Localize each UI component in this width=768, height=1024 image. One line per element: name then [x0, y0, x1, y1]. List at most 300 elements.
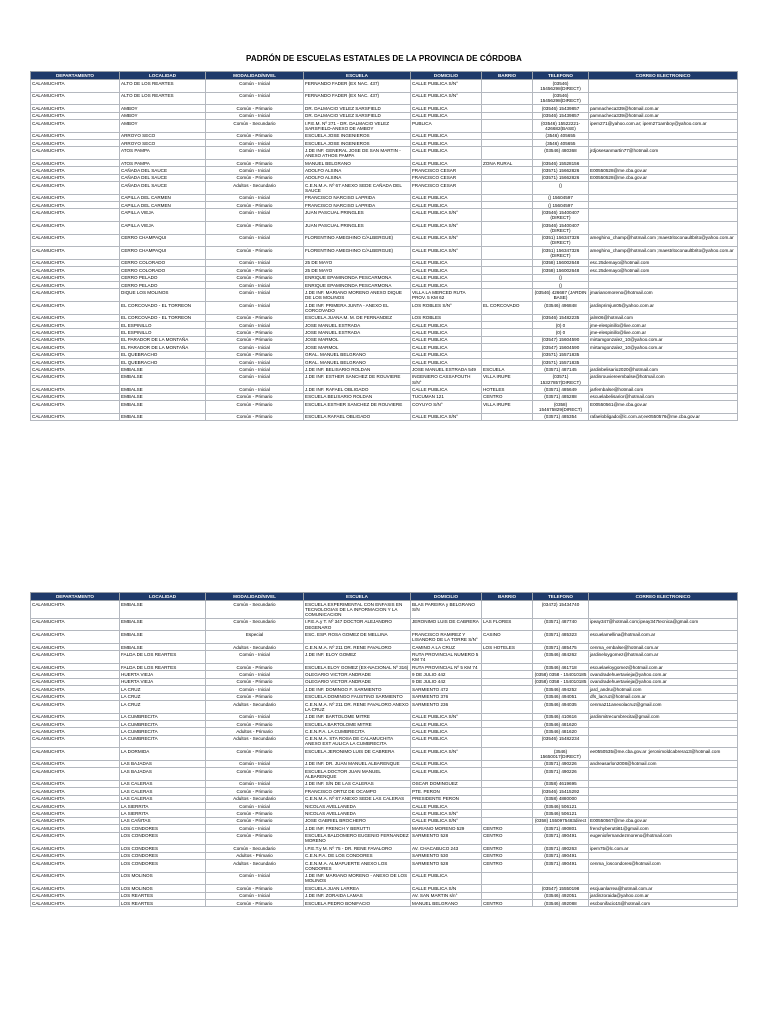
- cell-correo: [589, 92, 738, 105]
- cell-modalidad: Común - Secundario: [206, 601, 304, 619]
- cell-barrio: ZONA RURAL: [482, 159, 533, 166]
- table-row: [31, 167, 738, 174]
- cell-modalidad: Común - Inicial: [206, 386, 304, 393]
- cell-modalidad: Común - Primario: [206, 768, 304, 781]
- cell-departamento: CALAMUCHITA: [31, 147, 120, 160]
- cell-domicilio: TUCUMAN 121: [411, 393, 482, 400]
- cell-localidad: EMBALSE: [120, 413, 206, 420]
- cell-departamento: CALAMUCHITA: [31, 282, 120, 289]
- cell-correo: [589, 139, 738, 146]
- cell-telefono: (03546) 496848: [533, 302, 589, 315]
- cell-departamento: CALAMUCHITA: [31, 132, 120, 139]
- cell-departamento: CALAMUCHITA: [31, 601, 120, 619]
- cell-escuela: ESC. ESP. ROSA GOMEZ DE MELLINA: [304, 631, 411, 644]
- table-row: [31, 803, 738, 810]
- cell-correo: mirtamgonzalez_10@yahoo.com.ar: [589, 336, 738, 343]
- table-row: [31, 795, 738, 802]
- cell-departamento: CALAMUCHITA: [31, 651, 120, 664]
- cell-telefono: (0351) 156347326 (DIRECT): [533, 234, 589, 247]
- cell-localidad: EL PARADOR DE LA MONTAÑA: [120, 336, 206, 343]
- cell-departamento: CALAMUCHITA: [31, 735, 120, 748]
- cell-telefono: (03571) 485323: [533, 631, 589, 644]
- cell-localidad: AMBOY: [120, 119, 206, 132]
- column-header-domicilio: DOMICILIO: [411, 593, 482, 601]
- cell-departamento: CALAMUCHITA: [31, 728, 120, 735]
- cell-telefono: (0358) 154675829(DIRECT): [533, 401, 589, 414]
- cell-departamento: CALAMUCHITA: [31, 631, 120, 644]
- cell-domicilio: CAMINO A LA CRUZ: [411, 643, 482, 650]
- cell-modalidad: Común - Inicial: [206, 872, 304, 885]
- table-row: [31, 344, 738, 351]
- cell-domicilio: CALLE PUBLICA: [411, 274, 482, 281]
- cell-correo: [589, 159, 738, 166]
- cell-localidad: LOS REARTES: [120, 892, 206, 899]
- cell-escuela: J.DE INF. MARIANO MORENO - ANEXO DE LOS MOLINOS: [304, 872, 411, 885]
- cell-telefono: (): [533, 274, 589, 281]
- cell-localidad: LOS CONDORES: [120, 859, 206, 872]
- cell-modalidad: Común - Primario: [206, 899, 304, 906]
- cell-localidad: HUERTA VIEJA: [120, 678, 206, 685]
- cell-barrio: CENTRO: [482, 832, 533, 845]
- column-header-correo: CORREO ELECTRONICO: [589, 72, 738, 80]
- cell-correo: jardinrouviereembalse@hotmail.com: [589, 373, 738, 386]
- cell-departamento: CALAMUCHITA: [31, 693, 120, 700]
- cell-domicilio: CALLE PUBLICA: [411, 351, 482, 358]
- cell-localidad: LOS CONDORES: [120, 852, 206, 859]
- cell-telefono: (03546) 15528156: [533, 159, 589, 166]
- cell-domicilio: FRANCISCO CESAR: [411, 182, 482, 195]
- table-row: [31, 899, 738, 906]
- table-row: [31, 202, 738, 209]
- table-row: [31, 601, 738, 619]
- cell-modalidad: Común - Primario: [206, 202, 304, 209]
- cell-correo: dfs_lacruz@hotmail.com.ar: [589, 693, 738, 700]
- cell-modalidad: Común - Primario: [206, 720, 304, 727]
- cell-escuela: ESCUELA DOMINGO FAUSTINO SARMIENTO: [304, 693, 411, 700]
- column-header-telefono: TELEFONO: [533, 72, 589, 80]
- cell-barrio: [482, 678, 533, 685]
- cell-barrio: [482, 693, 533, 700]
- cell-localidad: LOS REARTES: [120, 899, 206, 906]
- cell-modalidad: Común - Primario: [206, 885, 304, 892]
- cell-localidad: ATOS PAMPA: [120, 159, 206, 166]
- cell-barrio: [482, 259, 533, 266]
- cell-escuela: FLORENTINO AMEGHINO C/ALBERGUE): [304, 247, 411, 260]
- cell-modalidad: Común - Inicial: [206, 322, 304, 329]
- cell-localidad: EMBALSE: [120, 618, 206, 631]
- cell-barrio: [482, 760, 533, 767]
- cell-escuela: ESCUELA JERONIMO LUIS DE CABRERA: [304, 748, 411, 761]
- cell-departamento: CALAMUCHITA: [31, 671, 120, 678]
- cell-telefono: (03571) 490491: [533, 852, 589, 859]
- cell-modalidad: Común - Primario: [206, 105, 304, 112]
- cell-escuela: ADOLFO ALSINA: [304, 174, 411, 181]
- cell-localidad: ALTO DE LOS REARTES: [120, 92, 206, 105]
- cell-telefono: (03546) 15415292: [533, 788, 589, 795]
- cell-escuela: JOSE MANUEL ESTRADA: [304, 322, 411, 329]
- cell-correo: esc.25demayo@hotmail.com: [589, 259, 738, 266]
- cell-localidad: LOS MOLINOS: [120, 885, 206, 892]
- cell-localidad: CAPILLA DEL CARMEN: [120, 202, 206, 209]
- cell-correo: pamnacheca339@hotmail.com.ar: [589, 105, 738, 112]
- table-row: [31, 267, 738, 274]
- cell-correo: [589, 803, 738, 810]
- cell-correo: jme-elespinillo@live.com.ar: [589, 329, 738, 336]
- cell-modalidad: Adultos - Secundario: [206, 643, 304, 650]
- cell-localidad: LA CUMBRECITA: [120, 728, 206, 735]
- cell-escuela: J.DE INF. BARTOLOME MITRE: [304, 713, 411, 720]
- cell-escuela: ADOLFO ALSINA: [304, 167, 411, 174]
- cell-escuela: ESCUELA DOCTOR JUAN MANUEL ALBARENQUE: [304, 768, 411, 781]
- cell-barrio: LOS HOTELES: [482, 643, 533, 650]
- cell-barrio: [482, 267, 533, 274]
- cell-escuela: FRANCISCO NARCISO LAPRIDA: [304, 202, 411, 209]
- cell-departamento: CALAMUCHITA: [31, 885, 120, 892]
- cell-barrio: [482, 788, 533, 795]
- table-row: [31, 788, 738, 795]
- table-row: [31, 209, 738, 222]
- table-row: [31, 259, 738, 266]
- cell-correo: [589, 720, 738, 727]
- cell-barrio: [482, 92, 533, 105]
- cell-correo: jmarianomoreno@hotmail.com: [589, 289, 738, 302]
- cell-departamento: CALAMUCHITA: [31, 336, 120, 343]
- cell-localidad: DIQUE LOS MOLINOS: [120, 289, 206, 302]
- cell-escuela: ESCUELA JUANA M. M. DE FERNANDEZ: [304, 314, 411, 321]
- cell-escuela: JUAN PASCUAL PRINGLES: [304, 209, 411, 222]
- cell-domicilio: CALLE PUBLICA: [411, 147, 482, 160]
- table-row: [31, 289, 738, 302]
- cell-localidad: EL QUEBRACHO: [120, 351, 206, 358]
- cell-barrio: CASINO: [482, 631, 533, 644]
- cell-departamento: CALAMUCHITA: [31, 351, 120, 358]
- table-row: [31, 768, 738, 781]
- cell-domicilio: CALLE PUBLICA: [411, 159, 482, 166]
- cell-localidad: LA SIERRITA: [120, 803, 206, 810]
- cell-barrio: [482, 728, 533, 735]
- cell-escuela: C.E.N.M.A. Nº 211 DR. RENE FAVALORO: [304, 643, 411, 650]
- cell-domicilio: CALLE PUBLICA: [411, 267, 482, 274]
- cell-barrio: [482, 663, 533, 670]
- cell-modalidad: Especial: [206, 631, 304, 644]
- cell-modalidad: Común - Primario: [206, 413, 304, 420]
- cell-correo: ipem75@lc.com.ar: [589, 845, 738, 852]
- cell-domicilio: CALLE PUBLICA: [411, 329, 482, 336]
- cell-telefono: (03546) 461718: [533, 663, 589, 670]
- cell-domicilio: BLAS PAREIRA y BELGRANO S/N: [411, 601, 482, 619]
- cell-domicilio: CALLE PUBLICA: [411, 139, 482, 146]
- table-row: [31, 393, 738, 400]
- cell-barrio: [482, 174, 533, 181]
- column-header-localidad: LOCALIDAD: [120, 72, 206, 80]
- cell-telefono: (03547) 15604590: [533, 344, 589, 351]
- cell-correo: pamnacheca339@hotmail.com.ar: [589, 112, 738, 119]
- table-row: [31, 366, 738, 373]
- cell-escuela: J.DE INF. RAFAEL OBLIGADO: [304, 386, 411, 393]
- table-row: [31, 720, 738, 727]
- table-row: [31, 845, 738, 852]
- cell-localidad: EMBALSE: [120, 601, 206, 619]
- cell-domicilio: SARMIENTO 236: [411, 700, 482, 713]
- column-header-barrio: BARRIO: [482, 72, 533, 80]
- cell-escuela: C.E.N.P.A. LA CUMBRECITA: [304, 728, 411, 735]
- cell-escuela: J.DE INF. ZORAIDA LAMAS: [304, 892, 411, 899]
- cell-telefono: (03546) 484262: [533, 651, 589, 664]
- cell-domicilio: CALLE PUBLICA S/N°: [411, 92, 482, 105]
- cell-correo: jarfembalse@hotmail.com: [589, 386, 738, 393]
- cell-domicilio: CALLE PUBLICA: [411, 132, 482, 139]
- cell-departamento: CALAMUCHITA: [31, 401, 120, 414]
- cell-correo: escjuanlarrea@hotmail.com.ar: [589, 885, 738, 892]
- cell-modalidad: Común - Inicial: [206, 373, 304, 386]
- table-row: [31, 643, 738, 650]
- cell-domicilio: CALLE PUBLICA S/N°: [411, 209, 482, 222]
- cell-domicilio: JERONIMO LUIS DE CABRERA: [411, 618, 482, 631]
- cell-barrio: [482, 222, 533, 235]
- table-row: [31, 678, 738, 685]
- cell-barrio: CENTRO: [482, 825, 533, 832]
- cell-departamento: CALAMUCHITA: [31, 209, 120, 222]
- cell-modalidad: Común - Inicial: [206, 80, 304, 93]
- cell-domicilio: CALLE PUBLICA: [411, 720, 482, 727]
- cell-barrio: CENTRO: [482, 393, 533, 400]
- cell-domicilio: CALLE PUBLICA: [411, 105, 482, 112]
- cell-localidad: ARROYO SECO: [120, 139, 206, 146]
- cell-telefono: (0358) 0358 - 154010185: [533, 678, 589, 685]
- cell-barrio: [482, 105, 533, 112]
- cell-domicilio: CALLE PUBLICA: [411, 728, 482, 735]
- cell-localidad: CERRO COLORADO: [120, 267, 206, 274]
- cell-domicilio: CALLE PUBLICA: [411, 735, 482, 748]
- cell-barrio: [482, 768, 533, 781]
- cell-correo: jme-elespinillo@live.com.ar: [589, 322, 738, 329]
- cell-barrio: [482, 322, 533, 329]
- cell-modalidad: Adultos - Primario: [206, 728, 304, 735]
- cell-escuela: ENRIQUE EPAMINONDA PESCARMONA: [304, 274, 411, 281]
- cell-departamento: CALAMUCHITA: [31, 92, 120, 105]
- cell-correo: mirtamgonzalez_10@yahoo.com.ar: [589, 344, 738, 351]
- cell-domicilio: CALLE PUBLICA: [411, 336, 482, 343]
- cell-departamento: CALAMUCHITA: [31, 119, 120, 132]
- cell-departamento: CALAMUCHITA: [31, 139, 120, 146]
- table-row: [31, 329, 738, 336]
- table-row: [31, 618, 738, 631]
- cell-correo: jardineloygomez@hotmail.com.ar: [589, 651, 738, 664]
- cell-barrio: [482, 735, 533, 748]
- cell-domicilio: CALLE PUBLICA: [411, 358, 482, 365]
- cell-modalidad: Adultos - Secundario: [206, 700, 304, 713]
- cell-departamento: CALAMUCHITA: [31, 832, 120, 845]
- cell-correo: E00550528@me.cba.gov.ar: [589, 167, 738, 174]
- cell-modalidad: Común - Primario: [206, 810, 304, 817]
- cell-escuela: C.E.N.M.A. Nº 211 DR. RENE FAVALORO ANEXO LA CRUZ: [305, 701, 409, 712]
- cell-localidad: CAPILLA VIEJA: [120, 209, 206, 222]
- table-row: [31, 825, 738, 832]
- cell-escuela: J.DE INF. PRIMERA JUNTA - ANEXO EL CORCOVADO: [304, 302, 411, 315]
- cell-escuela: DR. DALMACIO VELEZ SARSFIELD: [304, 105, 411, 112]
- table-row: [31, 859, 738, 872]
- cell-correo: rafaelobligado@lc.com.ar;ee0550576@me.cba.gov.ar: [589, 413, 738, 420]
- column-header-barrio: BARRIO: [482, 593, 533, 601]
- cell-domicilio: CALLE PUBLICA S/N°: [411, 247, 482, 260]
- table-row: [31, 373, 738, 386]
- cell-departamento: CALAMUCHITA: [31, 643, 120, 650]
- cell-telefono: (03546) 506121: [533, 803, 589, 810]
- table-row: [31, 386, 738, 393]
- cell-correo: [589, 351, 738, 358]
- cell-telefono: (03546) 492051: [533, 892, 589, 899]
- cell-escuela: ESCUELA BELISARIO ROLDAN: [304, 393, 411, 400]
- cell-telefono: (0358) 0358 - 154010185: [533, 671, 589, 678]
- table-row: [31, 112, 738, 119]
- cell-departamento: CALAMUCHITA: [31, 247, 120, 260]
- cell-barrio: [482, 119, 533, 132]
- cell-telefono: (03546) 15400407 (DIRECT): [533, 209, 589, 222]
- cell-modalidad: Común - Inicial: [206, 302, 304, 315]
- cell-modalidad: Común - Primario: [206, 351, 304, 358]
- cell-localidad: LAS CALERAS: [120, 788, 206, 795]
- cell-departamento: CALAMUCHITA: [31, 788, 120, 795]
- cell-departamento: CALAMUCHITA: [31, 686, 120, 693]
- cell-modalidad: Común - Secundario: [206, 618, 304, 631]
- cell-telefono: (03571) 15571835: [533, 358, 589, 365]
- cell-telefono: (03571) 490801: [533, 825, 589, 832]
- cell-localidad: LA CRUZ: [120, 700, 206, 713]
- cell-telefono: (03546) 15456298(DIRECT): [533, 92, 589, 105]
- cell-barrio: [482, 209, 533, 222]
- cell-correo: jalm06@hotmail.com: [589, 314, 738, 321]
- cell-localidad: EL QUEBRACHO: [120, 358, 206, 365]
- cell-correo: [589, 202, 738, 209]
- cell-correo: E00550567@me.cba.gov.ar: [589, 817, 738, 824]
- cell-barrio: CENTRO: [482, 859, 533, 872]
- cell-domicilio: LOS ROBLES S/N°: [411, 302, 482, 315]
- cell-escuela: I.P.E.M. Nº 271 - DR. DALMACIO VELEZ SARSFIELD-ANEXO DE AMBOY: [304, 119, 411, 132]
- cell-escuela: J.DE INF. BELISARIO ROLDAN: [304, 366, 411, 373]
- cell-barrio: [482, 147, 533, 160]
- cell-domicilio: CALLE PUBLICA S/N°: [411, 413, 482, 420]
- cell-localidad: EMBALSE: [120, 643, 206, 650]
- cell-departamento: CALAMUCHITA: [31, 892, 120, 899]
- table-row: [31, 700, 738, 713]
- cell-departamento: CALAMUCHITA: [31, 344, 120, 351]
- column-header-escuela: ESCUELA: [304, 72, 411, 80]
- cell-escuela: ESCUELA JUAN LARREA: [304, 885, 411, 892]
- cell-escuela: FERNANDO FADER (EX NAC. 437): [304, 80, 411, 93]
- cell-barrio: VILLA IRUPE: [482, 373, 533, 386]
- cell-modalidad: Común - Primario: [206, 174, 304, 181]
- cell-escuela: ESCUELA RAFAEL OBLIGADO: [304, 413, 411, 420]
- cell-telefono: (3546) 405655: [533, 132, 589, 139]
- cell-barrio: [482, 194, 533, 201]
- column-header-departamento: DEPARTAMENTO: [31, 593, 120, 601]
- cell-domicilio: FRANCISCO CESAR: [411, 174, 482, 181]
- table-row: [31, 274, 738, 281]
- cell-modalidad: Común - Inicial: [206, 167, 304, 174]
- cell-escuela: 25 DE MAYO: [304, 267, 411, 274]
- cell-domicilio: RUTA PROVINCIAL NUMERO 5 KM 74: [411, 651, 482, 664]
- cell-modalidad: Común - Inicial: [206, 651, 304, 664]
- cell-barrio: [482, 282, 533, 289]
- cell-correo: escuelamellina@hotmail.com.ar: [589, 631, 738, 644]
- cell-localidad: CERRO CHAMPAQUI: [120, 234, 206, 247]
- cell-correo: [589, 795, 738, 802]
- cell-telefono: (03546) 494252: [533, 686, 589, 693]
- cell-domicilio: COYUYO S/N°: [411, 401, 482, 414]
- cell-telefono: (03547) 15604590: [533, 336, 589, 343]
- cell-barrio: [482, 872, 533, 885]
- cell-escuela: ESCUELA PEDRO BONIFACIO: [304, 899, 411, 906]
- cell-telefono: (3546) 15650017(DIRECT): [533, 748, 589, 761]
- cell-domicilio: AV. SAN MARTIN s/n°: [411, 892, 482, 899]
- table-row: [31, 686, 738, 693]
- table-row: [31, 80, 738, 93]
- cell-departamento: CALAMUCHITA: [31, 413, 120, 420]
- cell-telefono: (03571) 490226: [533, 760, 589, 767]
- cell-barrio: [482, 671, 533, 678]
- cell-telefono: (03546) 15482235: [533, 314, 589, 321]
- table-row: [31, 892, 738, 899]
- cell-localidad: CAPILLA DEL CARMEN: [120, 194, 206, 201]
- cell-barrio: [482, 686, 533, 693]
- cell-escuela: JOSE MANUEL ESTRADA: [304, 329, 411, 336]
- cell-modalidad: Común - Primario: [206, 678, 304, 685]
- table-row: [31, 748, 738, 761]
- cell-correo: jardinbelisario2020@hotmail.com: [589, 366, 738, 373]
- cell-telefono: (03571) 485354: [533, 413, 589, 420]
- cell-departamento: CALAMUCHITA: [31, 386, 120, 393]
- cell-correo: [589, 282, 738, 289]
- cell-barrio: [482, 700, 533, 713]
- cell-correo: [589, 222, 738, 235]
- cell-modalidad: Común - Inicial: [206, 344, 304, 351]
- cell-escuela: J.DE INF. ELOY GOMEZ: [304, 651, 411, 664]
- cell-correo: jardinmitrecumbrecita@gmail.com: [589, 713, 738, 720]
- cell-escuela: OLEGARIO VICTOR ANDRADE: [304, 671, 411, 678]
- cell-correo: frenchyberutti81@gmail.com: [589, 825, 738, 832]
- cell-telefono: (03546) 410616: [533, 713, 589, 720]
- cell-localidad: LA CRUZ: [120, 686, 206, 693]
- cell-escuela: ESCUELA ESTHER SANCHEZ DE ROUVIERE: [304, 401, 411, 414]
- cell-departamento: CALAMUCHITA: [31, 768, 120, 781]
- cell-departamento: CALAMUCHITA: [31, 289, 120, 302]
- cell-modalidad: Común - Secundario: [206, 845, 304, 852]
- cell-correo: [589, 601, 738, 619]
- cell-domicilio: CALLE PUBLICA: [411, 202, 482, 209]
- table-row: [31, 147, 738, 160]
- cell-domicilio: CALLE PUBLICA: [411, 386, 482, 393]
- table-row: [31, 713, 738, 720]
- cell-domicilio: SARMIENTO 376: [411, 693, 482, 700]
- cell-modalidad: Común - Inicial: [206, 289, 304, 302]
- cell-domicilio: FRANCISCO CESAR: [411, 167, 482, 174]
- cell-localidad: LOS CONDORES: [120, 825, 206, 832]
- cell-telefono: (03571) 15327857(DIRECT): [533, 373, 589, 386]
- cell-departamento: CALAMUCHITA: [31, 825, 120, 832]
- cell-modalidad: Común - Primario: [206, 222, 304, 235]
- cell-telefono: (03571) 487145: [533, 366, 589, 373]
- cell-barrio: [482, 344, 533, 351]
- cell-telefono: (03546) 426687 (JARDIN BASE): [533, 289, 589, 302]
- cell-localidad: CAÑADA DEL SAUCE: [120, 167, 206, 174]
- cell-correo: [589, 358, 738, 365]
- table-header-row: [31, 72, 738, 80]
- cell-departamento: CALAMUCHITA: [31, 845, 120, 852]
- cell-barrio: [482, 713, 533, 720]
- table-row: [31, 401, 738, 414]
- cell-departamento: CALAMUCHITA: [31, 182, 120, 195]
- cell-departamento: CALAMUCHITA: [31, 202, 120, 209]
